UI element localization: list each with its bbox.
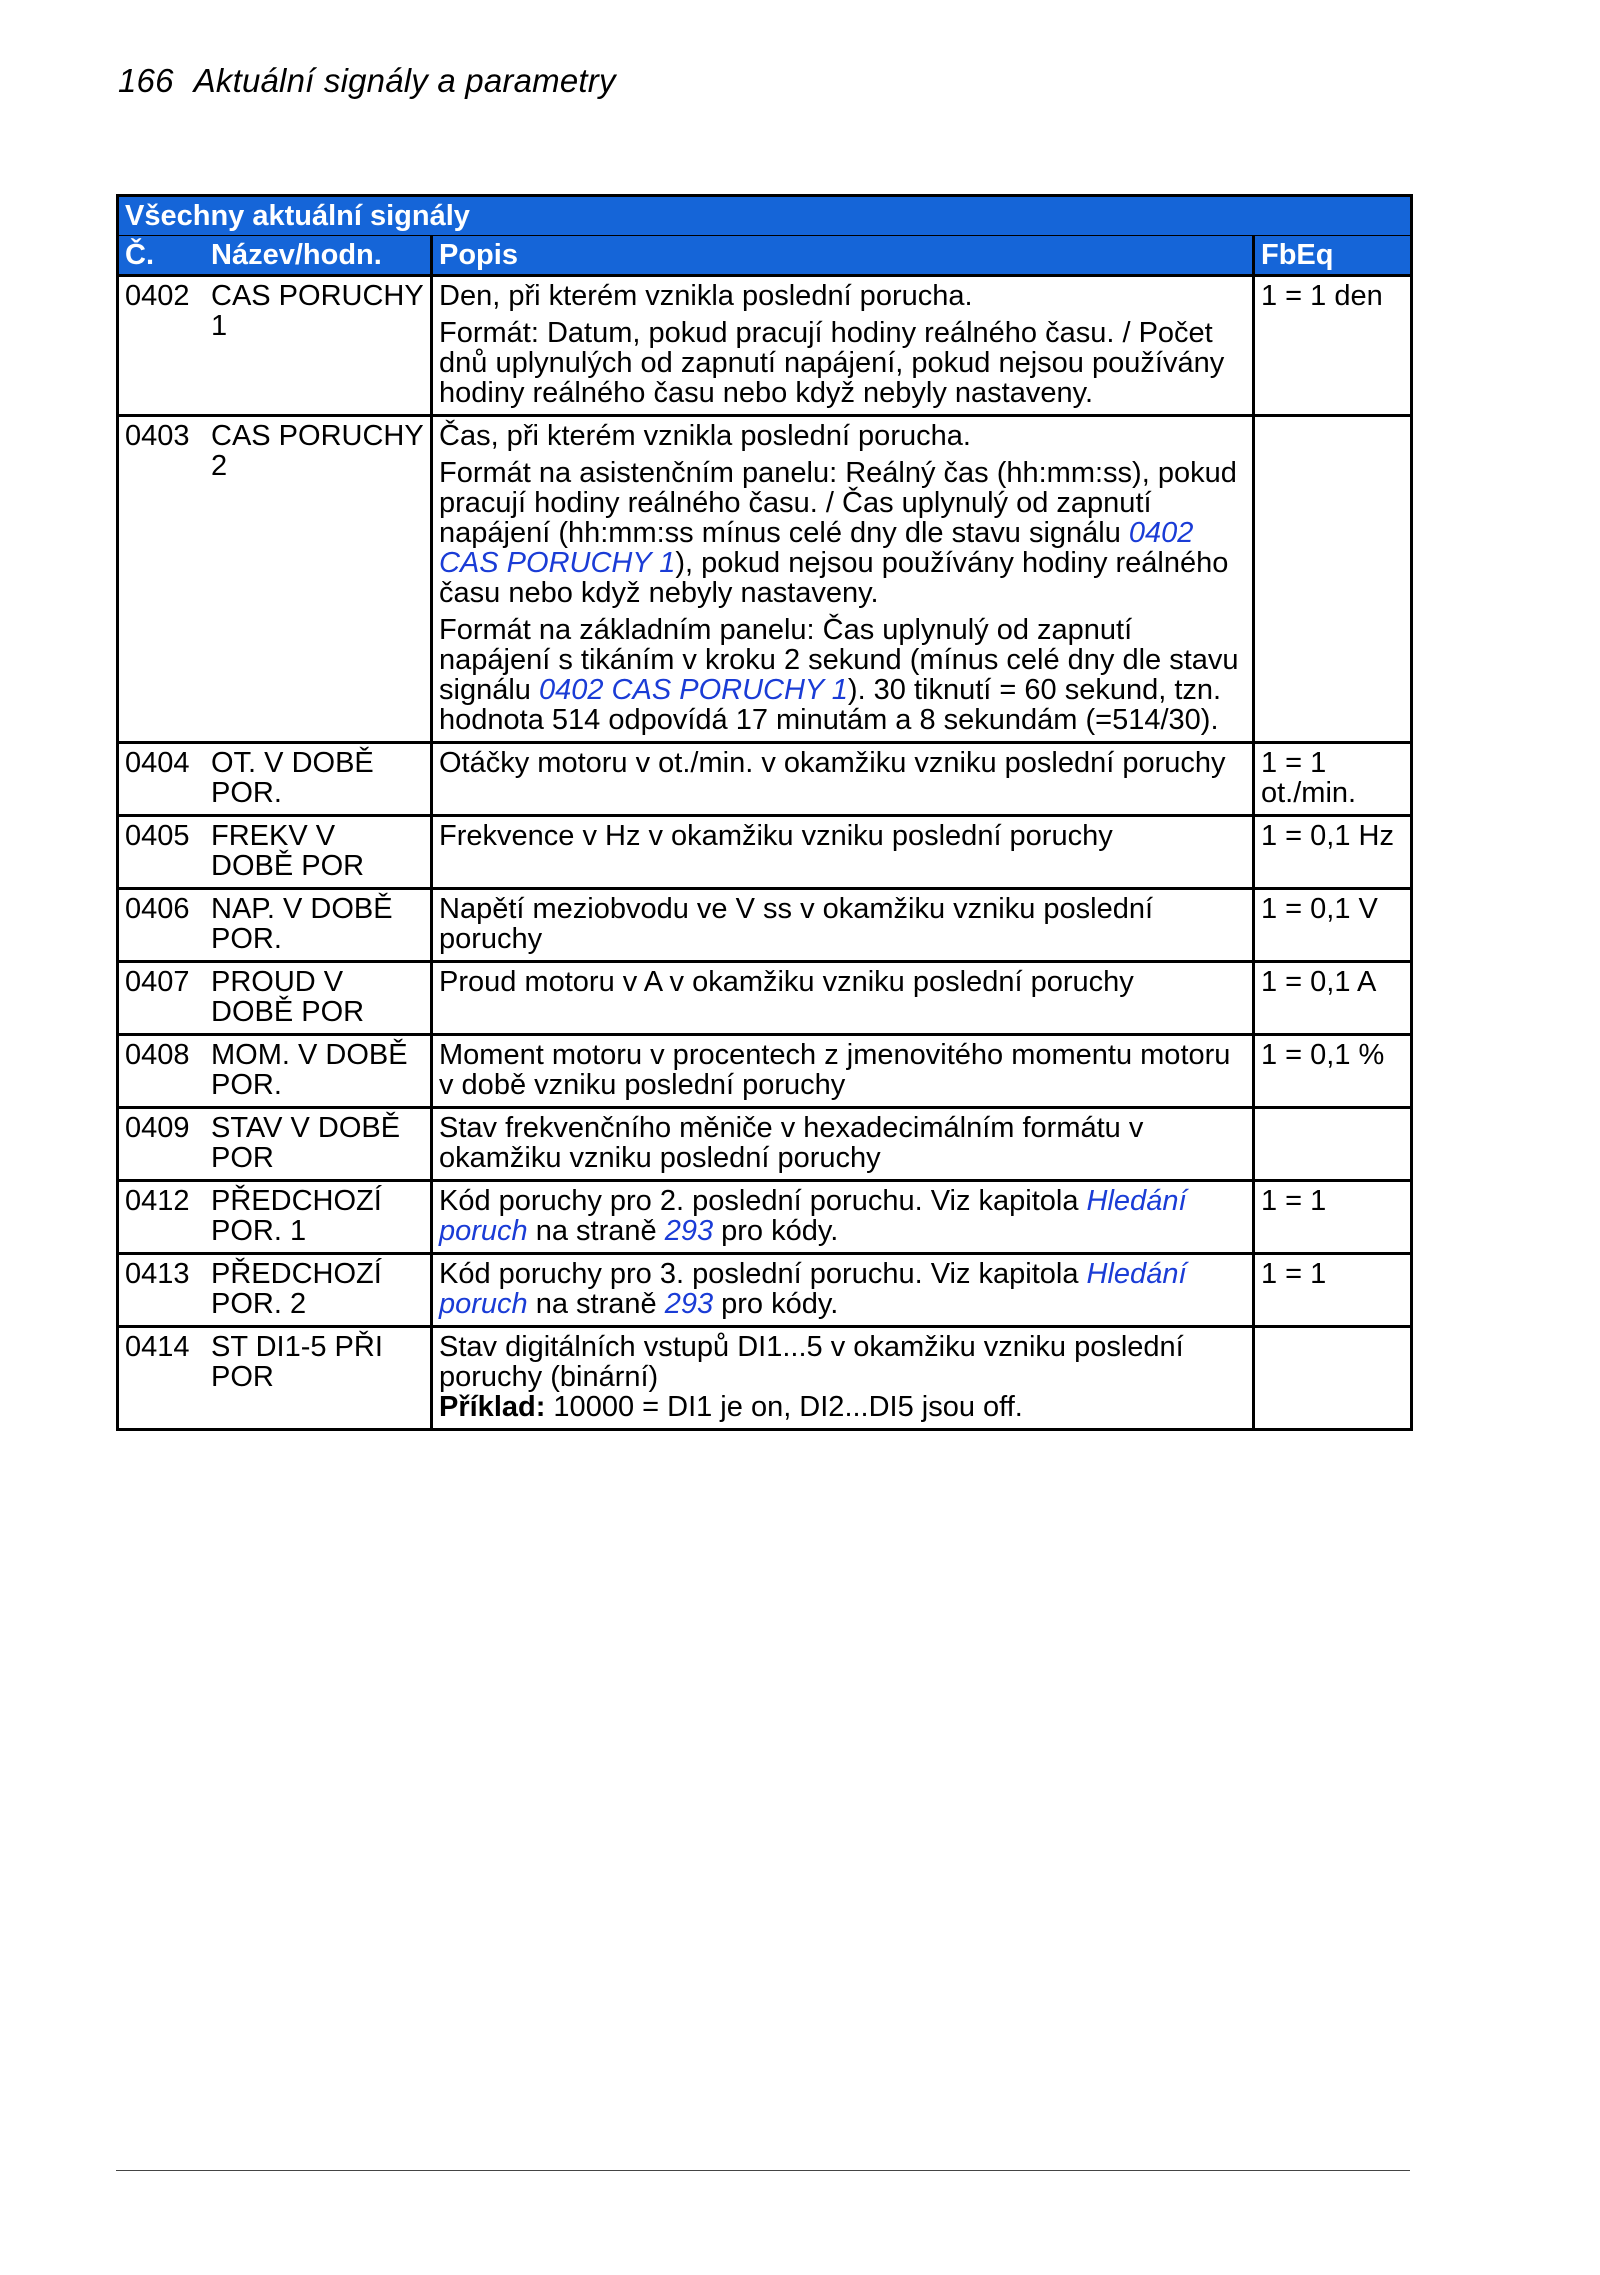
description-text: Stav digitálních vstupů DI1...5 v okamžiku vzniku poslední poruchy (binární) bbox=[439, 1331, 1184, 1393]
page-header bbox=[118, 62, 616, 100]
column-header-name: Název/hodn. bbox=[211, 239, 382, 271]
signal-description: Otáčky motoru v ot./min. v okamžiku vzniku poslední poruchy bbox=[432, 743, 1254, 816]
description-text: Formát na asistenčním panelu: Reálný čas (hh:mm:ss), pokud pracují hodiny reálného času. / Čas uplynulý od zapnutí napájení (hh:mm:ss mínus celé dny dle stavu signálu bbox=[439, 457, 1237, 549]
signal-number: 0406 bbox=[125, 893, 190, 925]
signal-number: 0414 bbox=[125, 1331, 190, 1363]
signal-number: 0402 bbox=[125, 280, 190, 312]
example-text: 10000 = DI1 je on, DI2...DI5 jsou off. bbox=[545, 1391, 1023, 1423]
signal-number: 0403 bbox=[125, 420, 190, 452]
signal-fbeq: 1 = 1 den bbox=[1254, 276, 1412, 416]
signal-id-cell bbox=[118, 276, 432, 416]
signal-name: CAS PORUCHY 2 bbox=[211, 420, 424, 482]
table-row bbox=[118, 816, 1412, 889]
signal-name: PŘEDCHOZÍ POR. 1 bbox=[211, 1185, 382, 1247]
signal-fbeq bbox=[1254, 416, 1412, 743]
signal-name: STAV V DOBĚ POR bbox=[211, 1112, 401, 1174]
signal-fbeq: 1 = 1 bbox=[1254, 1181, 1412, 1254]
column-header-no: Č. bbox=[125, 239, 154, 271]
example-line bbox=[439, 1392, 1246, 1422]
chapter-link[interactable]: Hledání poruch bbox=[439, 1185, 1187, 1247]
table-row bbox=[118, 889, 1412, 962]
signal-name: OT. V DOBĚ POR. bbox=[211, 747, 374, 809]
description-text: pro kódy. bbox=[713, 1288, 839, 1320]
signal-name: FREKV V DOBĚ POR bbox=[211, 820, 365, 882]
description-paragraph bbox=[439, 615, 1246, 735]
signal-description bbox=[432, 1254, 1254, 1327]
signal-description: Moment motoru v procentech z jmenovitého momentu motoru v době vzniku poslední poruchy bbox=[432, 1035, 1254, 1108]
signal-name: ST DI1-5 PŘI POR bbox=[211, 1331, 383, 1393]
page-link[interactable]: 293 bbox=[664, 1288, 714, 1320]
signal-fbeq: 1 = 1 bbox=[1254, 1254, 1412, 1327]
signal-fbeq: 1 = 0,1 Hz bbox=[1254, 816, 1412, 889]
signal-id-cell bbox=[118, 1181, 432, 1254]
description-paragraph: Den, při kterém vznikla poslední porucha. bbox=[439, 280, 973, 312]
description-paragraph: Formát: Datum, pokud pracují hodiny reálného času. / Počet dnů uplynulých od zapnutí napájení, pokud nejsou používány hodiny reálného času nebo když nebyly nastaveny. bbox=[439, 317, 1225, 409]
example-label: Příklad: bbox=[439, 1391, 546, 1423]
signal-description bbox=[432, 1181, 1254, 1254]
signal-description bbox=[432, 416, 1254, 743]
table-row bbox=[118, 1181, 1412, 1254]
signal-name: PROUD V DOBĚ POR bbox=[211, 966, 365, 1028]
signal-id-cell bbox=[118, 1254, 432, 1327]
signal-fbeq: 1 = 0,1 V bbox=[1254, 889, 1412, 962]
signal-id-cell bbox=[118, 816, 432, 889]
signal-id-cell bbox=[118, 416, 432, 743]
signal-number: 0413 bbox=[125, 1258, 190, 1290]
signal-name: PŘEDCHOZÍ POR. 2 bbox=[211, 1258, 382, 1320]
signal-name: NAP. V DOBĚ POR. bbox=[211, 893, 393, 955]
table-row bbox=[118, 743, 1412, 816]
table-row bbox=[118, 1108, 1412, 1181]
signal-number: 0405 bbox=[125, 820, 190, 852]
description-paragraph: Čas, při kterém vznikla poslední porucha. bbox=[439, 420, 971, 452]
signal-number: 0412 bbox=[125, 1185, 190, 1217]
table-row bbox=[118, 1327, 1412, 1430]
chapter-title: Aktuální signály a parametry bbox=[193, 62, 616, 99]
signal-id-cell bbox=[118, 962, 432, 1035]
column-header-fbeq: FbEq bbox=[1254, 236, 1412, 276]
signal-id-cell bbox=[118, 1035, 432, 1108]
signal-id-cell bbox=[118, 1327, 432, 1430]
signal-name: MOM. V DOBĚ POR. bbox=[211, 1039, 408, 1101]
description-text: Kód poruchy pro 2. poslední poruchu. Viz kapitola bbox=[439, 1185, 1087, 1217]
chapter-link[interactable]: Hledání poruch bbox=[439, 1258, 1187, 1320]
signal-id-cell bbox=[118, 743, 432, 816]
signal-number: 0407 bbox=[125, 966, 190, 998]
signal-fbeq bbox=[1254, 1108, 1412, 1181]
signal-link[interactable]: 0402 CAS PORUCHY 1 bbox=[538, 674, 848, 706]
signal-description bbox=[432, 1327, 1254, 1430]
signal-fbeq: 1 = 0,1 A bbox=[1254, 962, 1412, 1035]
signal-description: Napětí meziobvodu ve V ss v okamžiku vzniku poslední poruchy bbox=[432, 889, 1254, 962]
table-row bbox=[118, 276, 1412, 416]
page-link[interactable]: 293 bbox=[664, 1215, 714, 1247]
description-text: ). 30 tiknutí = 60 sekund, tzn. hodnota 514 odpovídá 17 minutám a 8 sekundám (=514/30). bbox=[439, 674, 1222, 736]
page-number: 166 bbox=[118, 62, 174, 99]
column-header-desc: Popis bbox=[432, 236, 1254, 276]
signal-fbeq: 1 = 0,1 % bbox=[1254, 1035, 1412, 1108]
description-paragraph bbox=[439, 458, 1246, 608]
column-header-no-name bbox=[118, 236, 432, 276]
table-row bbox=[118, 962, 1412, 1035]
footer-divider bbox=[116, 2170, 1410, 2171]
signal-number: 0408 bbox=[125, 1039, 190, 1071]
table-title: Všechny aktuální signály bbox=[118, 196, 1412, 236]
description-text: na straně bbox=[527, 1288, 665, 1320]
signal-id-cell bbox=[118, 889, 432, 962]
signal-number: 0404 bbox=[125, 747, 190, 779]
description-text: pro kódy. bbox=[713, 1215, 839, 1247]
signal-description: Stav frekvenčního měniče v hexadecimálním formátu v okamžiku vzniku poslední poruchy bbox=[432, 1108, 1254, 1181]
table-row bbox=[118, 1035, 1412, 1108]
signal-name: CAS PORUCHY 1 bbox=[211, 280, 424, 342]
signal-number: 0409 bbox=[125, 1112, 190, 1144]
signal-description bbox=[432, 276, 1254, 416]
signal-description: Proud motoru v A v okamžiku vzniku poslední poruchy bbox=[432, 962, 1254, 1035]
table-row bbox=[118, 416, 1412, 743]
signal-id-cell bbox=[118, 1108, 432, 1181]
table-row bbox=[118, 1254, 1412, 1327]
signal-fbeq bbox=[1254, 1327, 1412, 1430]
description-text: Kód poruchy pro 3. poslední poruchu. Viz kapitola bbox=[439, 1258, 1087, 1290]
signals-table bbox=[116, 194, 1413, 1431]
signal-link[interactable]: 0402 CAS PORUCHY 1 bbox=[439, 517, 1194, 579]
description-text: Formát na základním panelu: Čas uplynulý od zapnutí napájení s tikáním v kroku 2 sekund (mínus celé dny dle stavu signálu bbox=[439, 614, 1239, 706]
description-text: na straně bbox=[527, 1215, 665, 1247]
signal-description: Frekvence v Hz v okamžiku vzniku poslední poruchy bbox=[432, 816, 1254, 889]
description-text: ), pokud nejsou používány hodiny reálného času nebo když nebyly nastaveny. bbox=[439, 547, 1229, 609]
signal-fbeq: 1 = 1 ot./min. bbox=[1254, 743, 1412, 816]
